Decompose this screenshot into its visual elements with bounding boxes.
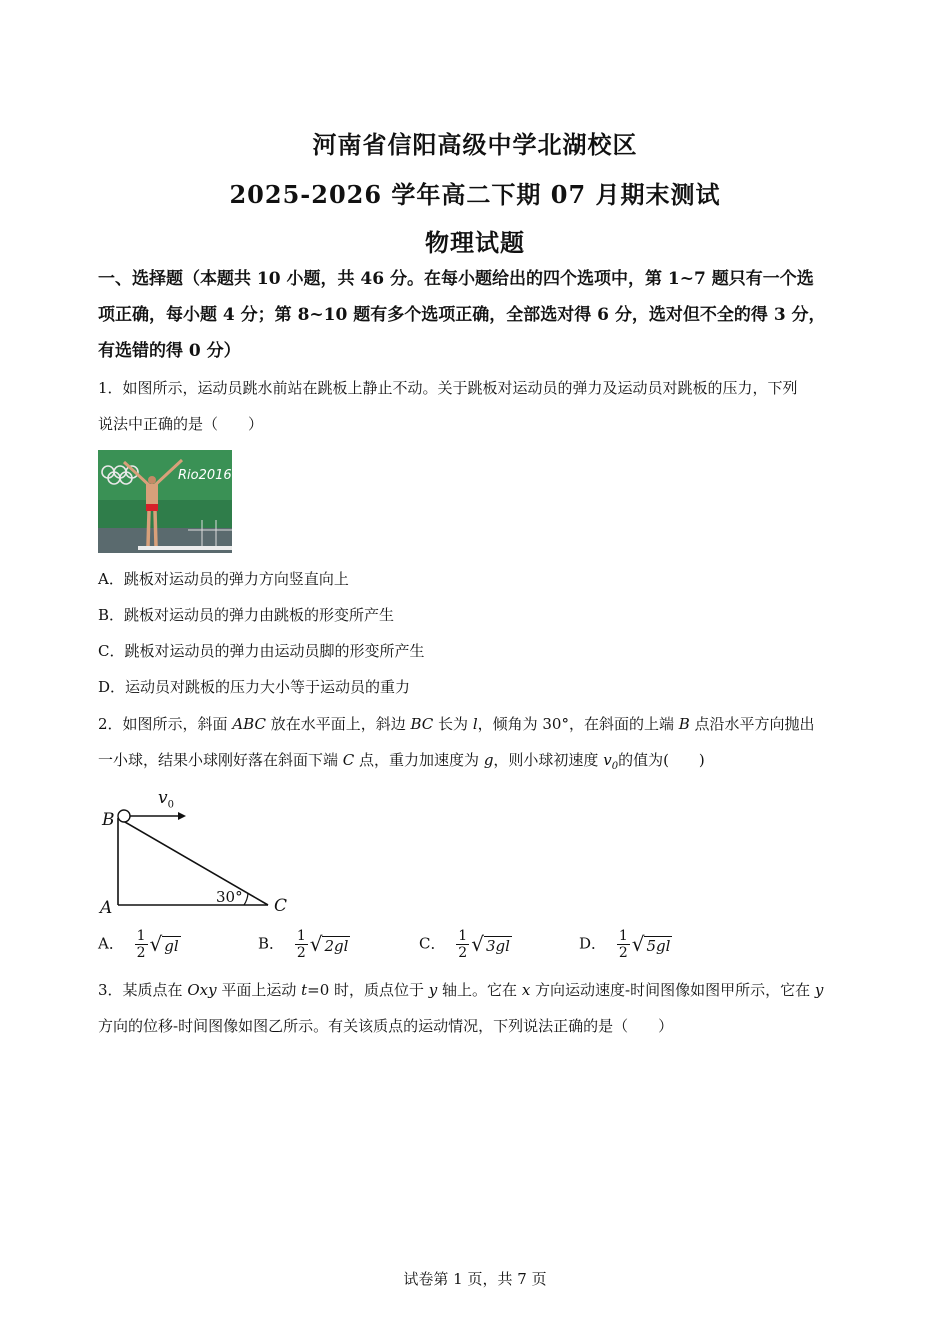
q2-option-c: C． $\frac{1}{2}$ √ 3gl — [419, 928, 510, 961]
q2-option-d: D． $\frac{1}{2}$ √ 5gl — [579, 928, 671, 961]
incline-hypotenuse-bc — [118, 818, 268, 905]
exam-title: 2025-2026 学年高二下期 07 月期末测试 — [229, 180, 721, 209]
page-footer: 试卷第 1 页，共 7 页 — [403, 1270, 547, 1288]
q1-option-a: A．跳板对运动员的弹力方向竖直向上 — [98, 570, 349, 588]
q2-option-a: A． $\frac{1}{2}$ √ gl — [98, 928, 179, 961]
q1-option-d: D．运动员对跳板的压力大小等于运动员的重力 — [98, 678, 411, 696]
section-heading-line3: 有选错的得 0 分） — [98, 341, 241, 361]
q1-diver-photo — [98, 450, 232, 553]
label-v0: $v_0$ — [158, 788, 174, 811]
q2-stem-line1: 2．如图所示，斜面 ABC 放在水平面上，斜边 BC 长为 l，倾角为 30°，在斜面的上端 B 点沿水平方向抛出 — [98, 715, 815, 733]
photo-rio-logo-text: Rio2016 — [178, 468, 232, 483]
section-heading-line2: 项正确，每小题 4 分；第 8~10 题有多个选项正确，全部选对得 6 分，选对但不全的得 3 分， — [98, 305, 826, 325]
q3-stem-line2: 方向的位移-时间图像如图乙所示。有关该质点的运动情况，下列说法正确的是（ ） — [98, 1017, 674, 1035]
angle-arc — [244, 893, 248, 905]
label-c: C — [274, 896, 288, 916]
q1-option-c: C．跳板对运动员的弹力由运动员脚的形变所产生 — [98, 642, 425, 660]
section-heading-line1: 一、选择题（本题共 10 小题，共 46 分。在每小题给出的四个选项中，第 1~7 题只有一个选 — [98, 269, 814, 289]
q1-stem-line2: 说法中正确的是（ ） — [98, 415, 264, 433]
subject-title: 物理试题 — [425, 228, 525, 257]
angle-label: 30° — [216, 888, 243, 906]
label-a: A — [100, 898, 113, 918]
q2-incline-figure — [98, 788, 298, 918]
q2-option-b: B． $\frac{1}{2}$ √ 2gl — [258, 928, 349, 961]
ball-shape — [118, 810, 130, 822]
q1-option-b: B．跳板对运动员的弹力由跳板的形变所产生 — [98, 606, 395, 624]
label-b: B — [102, 810, 115, 830]
school-title: 河南省信阳高级中学北湖校区 — [312, 130, 638, 159]
q2-stem-line2: 一小球，结果小球刚好落在斜面下端 C 点，重力加速度为 g，则小球初速度 $v_0$的值为( ) — [98, 751, 705, 772]
q3-stem-line1: 3．某质点在 Oxy 平面上运动 t=0 时，质点位于 y 轴上。它在 x 方向运动速度-时间图像如图甲所示，它在 y — [98, 981, 824, 999]
q1-stem-line1: 1．如图所示，运动员跳水前站在跳板上静止不动。关于跳板对运动员的弹力及运动员对跳板的压力，下列 — [98, 379, 798, 397]
